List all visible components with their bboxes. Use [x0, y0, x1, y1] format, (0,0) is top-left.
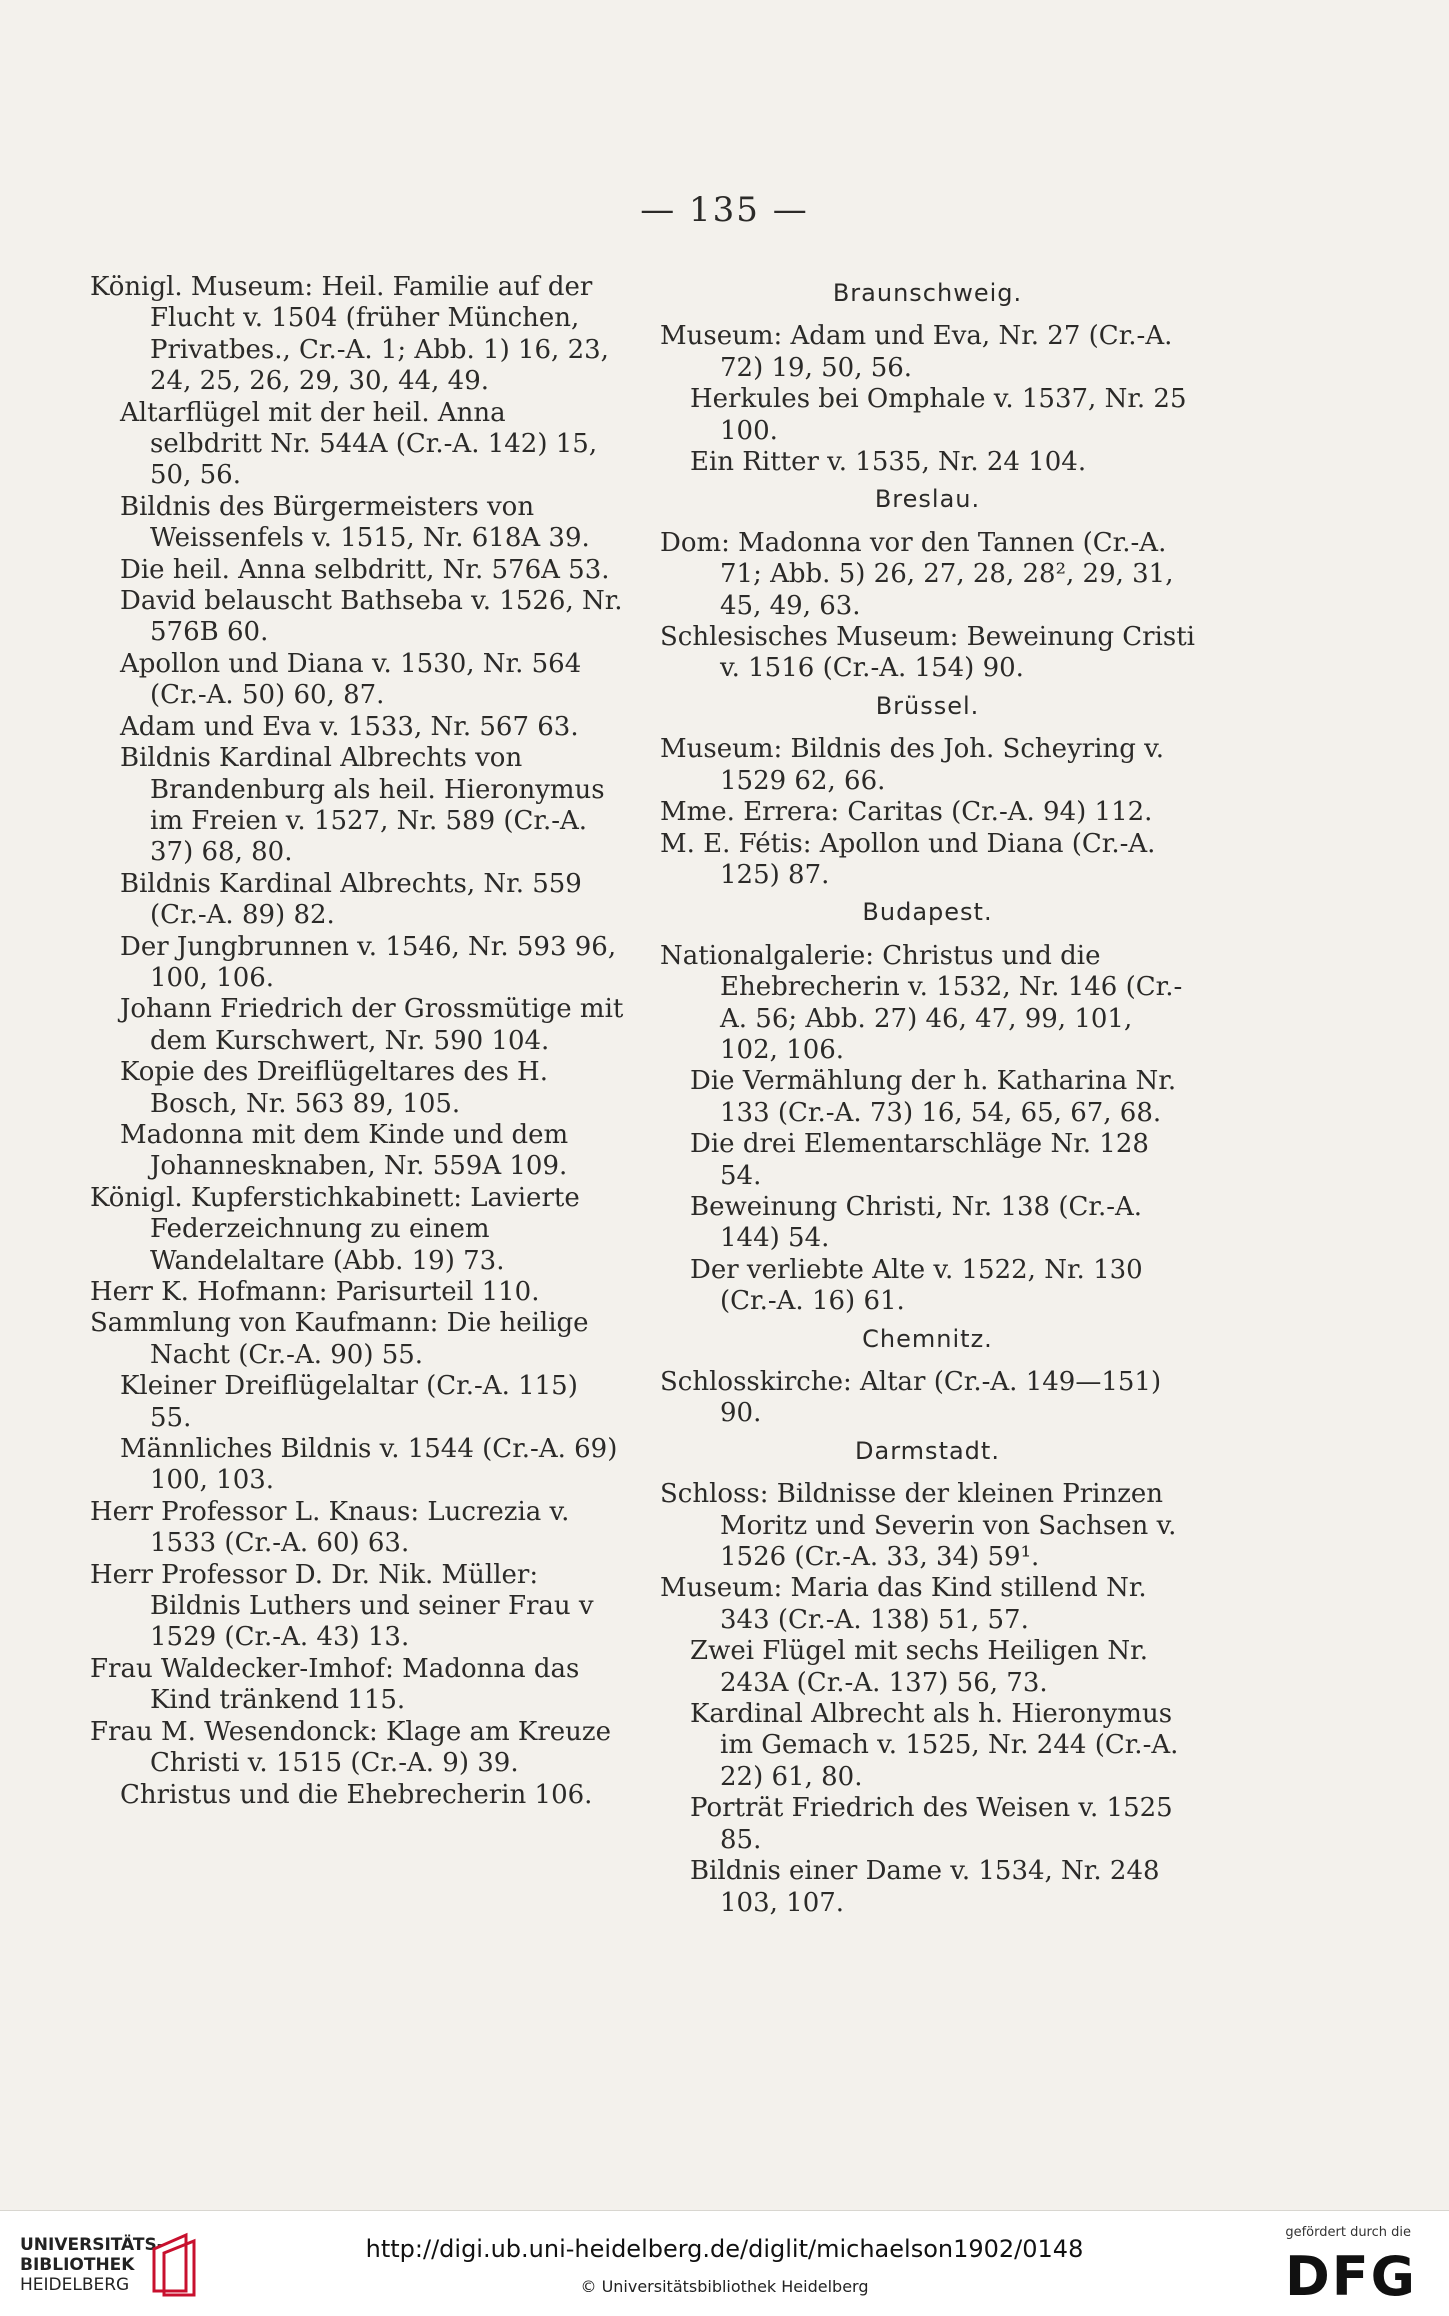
index-entry: Adam und Eva v. 1533, Nr. 567 63. [120, 711, 579, 742]
left-column [90, 272, 625, 1811]
index-entry: Kardinal Albrecht als h. Hieronymus im Gemach v. 1525, Nr. 244 (Cr.-A. 22) 61, 80. [690, 1699, 1179, 1792]
index-entry: Frau Waldecker-Imhof: Madonna das Kind tränkend 115. [90, 1653, 580, 1716]
index-entry: Kleiner Dreiflügelaltar (Cr.-A. 115) 55. [120, 1371, 578, 1433]
index-entry: Der verliebte Alte v. 1522, Nr. 130 (Cr.-A. 16) 61. [690, 1254, 1143, 1317]
index-entry: Der Jungbrunnen v. 1546, Nr. 593 96, 100, 106. [120, 931, 617, 993]
index-entry: M. E. Fétis: Apollon und Diana (Cr.-A. 125) 87. [660, 828, 1156, 890]
index-entry: Nationalgalerie: Christus und die Ehebrecherin v. 1532, Nr. 146 (Cr.-A. 56; Abb. 27) 46, 47, 99, 101, 102, 106. [660, 940, 1183, 1065]
city-heading: Chemnitz. [862, 1324, 993, 1353]
index-entry: Kopie des Dreiflügeltares des H. Bosch, Nr. 563 89, 105. [120, 1057, 548, 1119]
index-entry: Männliches Bildnis v. 1544 (Cr.-A. 69) 100, 103. [120, 1434, 618, 1496]
index-entry: Madonna mit dem Kinde und dem Johannesknaben, Nr. 559A 109. [120, 1119, 569, 1182]
index-entry: Herkules bei Omphale v. 1537, Nr. 25 100. [690, 384, 1187, 446]
city-heading: Brüssel. [875, 691, 980, 720]
city-heading: Breslau. [874, 485, 981, 514]
index-entry: Ein Ritter v. 1535, Nr. 24 104. [690, 447, 1087, 478]
index-entry: David belauscht Bathseba v. 1526, Nr. 576B 60. [120, 586, 623, 648]
index-entry: Porträt Friedrich des Weisen v. 1525 85. [690, 1793, 1173, 1855]
index-entry: Museum: Maria das Kind stillend Nr. 343 (Cr.-A. 138) 51, 57. [660, 1573, 1147, 1635]
page-number: — 135 — [640, 190, 809, 230]
index-entry: Mme. Errera: Caritas (Cr.-A. 94) 112. [660, 797, 1153, 828]
index-entry: Beweinung Christi, Nr. 138 (Cr.-A. 144) 54. [690, 1191, 1143, 1254]
index-entry: Altarflügel mit der heil. Anna selbdritt Nr. 544A (Cr.-A. 142) 15, 50, 56. [120, 397, 598, 491]
dfg-funding-note: gefördert durch die [1285, 2225, 1411, 2240]
library-name-line2: BIBLIOTHEK [20, 2255, 135, 2275]
footer-copyright: © Universitätsbibliothek Heidelberg [580, 2277, 869, 2296]
right-column [660, 272, 1195, 1919]
index-entry: Schlosskirche: Altar (Cr.-A. 149—151) 90. [660, 1367, 1162, 1429]
index-entry: Bildnis des Bürgermeisters von Weissenfels v. 1515, Nr. 618A 39. [120, 491, 590, 554]
index-entry: Sammlung von Kaufmann: Die heilige Nacht (Cr.-A. 90) 55. [90, 1308, 589, 1370]
footer-url-link[interactable]: http://digi.ub.uni-heidelberg.de/diglit/michaelson1902/0148 [365, 2235, 1084, 2263]
city-heading: Darmstadt. [855, 1436, 1000, 1465]
index-entry: Apollon und Diana v. 1530, Nr. 564 (Cr.-A. 50) 60, 87. [120, 648, 582, 711]
index-entry: Schlesisches Museum: Beweinung Cristi v. 1516 (Cr.-A. 154) 90. [660, 622, 1195, 684]
index-entry: Die drei Elementarschläge Nr. 128 54. [690, 1129, 1149, 1191]
index-entry: Bildnis einer Dame v. 1534, Nr. 248 103, 107. [690, 1856, 1160, 1918]
index-entry: Königl. Kupferstichkabinett: Lavierte Federzeichnung zu einem Wandelaltare (Abb. 19) 73. [90, 1182, 580, 1276]
library-name-line3: HEIDELBERG [20, 2275, 130, 2295]
city-heading: Braunschweig. [832, 279, 1023, 307]
index-entry: Johann Friedrich der Grossmütige mit dem Kurschwert, Nr. 590 104. [120, 994, 624, 1056]
index-entry: Christus und die Ehebrecherin 106. [120, 1779, 593, 1810]
footer-bar [0, 2210, 1449, 2316]
index-entry: Museum: Bildnis des Joh. Scheyring v. 1529 62, 66. [660, 734, 1165, 796]
index-entry: Herr Professor D. Dr. Nik. Müller: Bildnis Luthers und seiner Frau v 1529 (Cr.-A. 43) 13. [90, 1559, 594, 1653]
index-entry: Die Vermählung der h. Katharina Nr. 133 (Cr.-A. 73) 16, 54, 65, 67, 68. [690, 1066, 1177, 1128]
city-heading: Budapest. [862, 898, 993, 927]
index-entry: Bildnis Kardinal Albrechts von Brandenburg als heil. Hieronymus im Freien v. 1527, Nr. 589 (Cr.-A. 37) 68, 80. [120, 743, 605, 868]
index-entry: Herr K. Hofmann: Parisurteil 110. [90, 1277, 540, 1307]
index-entry: Museum: Adam und Eva, Nr. 27 (Cr.-A. 72) 19, 50, 56. [660, 321, 1173, 383]
index-entry: Die heil. Anna selbdritt, Nr. 576A 53. [120, 554, 610, 585]
dfg-logo[interactable]: DFG [1284, 2245, 1417, 2308]
index-entry: Dom: Madonna vor den Tannen (Cr.-A. 71; Abb. 5) 26, 27, 28, 28², 29, 31, 45, 49, 63. [660, 527, 1174, 621]
index-entry: Herr Professor L. Knaus: Lucrezia v. 1533 (Cr.-A. 60) 63. [90, 1496, 570, 1559]
index-entry: Schloss: Bildnisse der kleinen Prinzen Moritz und Severin von Sachsen v. 1526 (Cr.-A. 33, 34) 59¹. [660, 1479, 1177, 1573]
index-entry: Bildnis Kardinal Albrechts, Nr. 559 (Cr.-A. 89) 82. [120, 868, 582, 931]
index-entry: Königl. Museum: Heil. Familie auf der Flucht v. 1504 (früher München, Privatbes., Cr.-A. 1; Abb. 1) 16, 23, 24, 25, 26, 29, 30, 44, 49. [90, 272, 609, 397]
index-entry: Frau M. Wesendonck: Klage am Kreuze Christi v. 1515 (Cr.-A. 9) 39. [90, 1716, 612, 1779]
index-entry: Zwei Flügel mit sechs Heiligen Nr. 243A (Cr.-A. 137) 56, 73. [690, 1636, 1148, 1698]
library-name-line1: UNIVERSITÄTS- [20, 2235, 164, 2255]
